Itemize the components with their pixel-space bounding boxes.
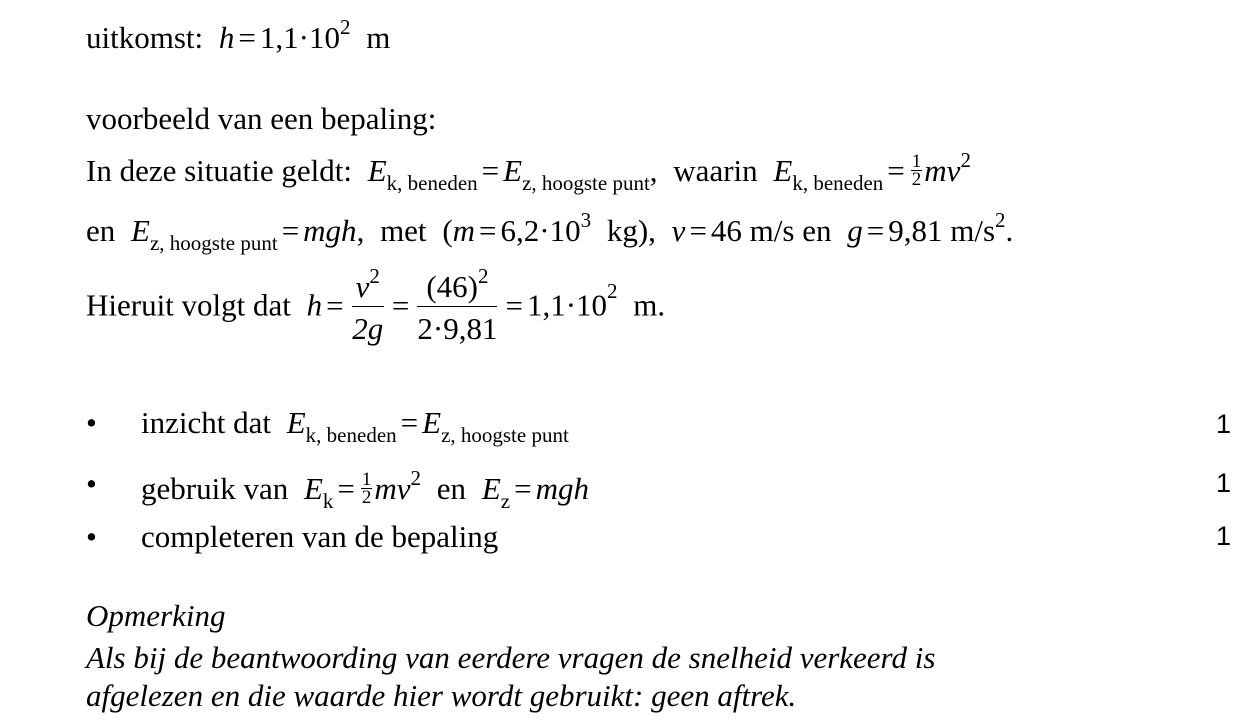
symbol-E: E: [422, 405, 442, 440]
equals-sign: =: [505, 287, 523, 323]
bullet-icon: •: [86, 519, 97, 554]
period: .: [1005, 213, 1014, 248]
exponent: 2: [960, 148, 971, 172]
subscript-z: z: [500, 489, 511, 513]
symbol-E: E: [503, 153, 523, 188]
equals-sign: =: [281, 213, 300, 248]
subscript-k-beneden: k, beneden: [305, 423, 397, 447]
result-unit: m.: [633, 287, 666, 323]
symbol-E: E: [286, 405, 306, 440]
fraction-denominator: 2: [911, 169, 922, 190]
symbol-v: v: [671, 213, 686, 248]
mass-exponent: 3: [580, 208, 592, 232]
equals-sign: =: [514, 471, 532, 506]
mass-unit: kg),: [606, 213, 656, 248]
criterion-2-score: 1: [1215, 468, 1231, 498]
equals-sign: =: [689, 213, 707, 248]
symbol-E: E: [303, 471, 323, 506]
mv-term: mv: [374, 471, 411, 506]
mv-term: mv: [924, 153, 961, 188]
gravity-exponent: 2: [995, 208, 1006, 232]
fraction-denominator: 2·9,81: [417, 311, 498, 346]
subscript-k-beneden: k, beneden: [386, 171, 478, 195]
uitkomst-line: [86, 17, 390, 53]
fraction-46-squared: [417, 266, 497, 344]
result-exponent: 2: [607, 279, 618, 304]
equals-sign: =: [400, 405, 419, 440]
met-word: met: [380, 213, 427, 248]
equals-sign: =: [481, 153, 500, 188]
en-word: en: [436, 471, 467, 506]
subscript-z-hoogste-punt: z, hoogste punt: [441, 423, 569, 447]
equals-sign: =: [238, 20, 256, 55]
symbol-E: E: [131, 213, 150, 248]
bullet-icon: •: [86, 405, 97, 440]
exponent: 2: [478, 264, 489, 288]
equals-sign: =: [887, 153, 905, 188]
symbol-g: g: [847, 213, 863, 248]
voorbeeld-heading: voorbeeld van een bepaling:: [86, 101, 437, 136]
waarin-word: waarin: [673, 153, 758, 188]
en-word: en: [86, 213, 116, 248]
opmerking-line-1: Als bij de beantwoording van eerdere vragen de snelheid verkeerd is: [86, 640, 936, 675]
exponent: 2: [369, 264, 380, 288]
symbol-E: E: [773, 153, 793, 188]
half-fraction: [361, 471, 373, 506]
mass-open: (m: [442, 213, 476, 248]
en-line: [86, 210, 1013, 254]
exponent: 2: [410, 466, 422, 490]
fraction-v2-over-2g: [352, 266, 384, 344]
opmerking-line-2: afgelezen en die waarde hier wordt gebruikt: geen aftrek.: [86, 678, 797, 713]
mgh-term: mgh: [535, 471, 589, 506]
equals-sign: =: [479, 213, 497, 248]
comma: ,: [649, 153, 658, 188]
uitkomst-value: 1,1·10: [259, 20, 340, 55]
gravity-value: 9,81 m/s: [888, 213, 996, 248]
fraction-numerator: 1: [911, 151, 922, 172]
fraction-numerator: (46): [426, 269, 478, 304]
subscript-z-hoogste-punt: z, hoogste punt: [149, 231, 278, 255]
half-fraction: [911, 153, 923, 188]
uitkomst-h: h: [218, 20, 235, 55]
mass-value: 6,2·10: [500, 213, 581, 248]
uitkomst-unit: m: [366, 20, 391, 55]
equals-sign: =: [866, 213, 885, 248]
bullet-icon: •: [86, 466, 97, 501]
subscript-z-hoogste-punt: z, hoogste punt: [522, 171, 650, 195]
equals-sign: =: [337, 471, 355, 506]
result-value: 1,1·10: [526, 287, 608, 323]
comma: ,: [356, 213, 365, 248]
equals-sign: =: [326, 287, 344, 323]
situation-line: [86, 150, 971, 194]
velocity-value: 46 m/s en: [710, 213, 832, 248]
fraction-denominator: 2: [361, 487, 372, 508]
criterion-3-score: 1: [1215, 521, 1231, 551]
criterion-text: inzicht dat: [141, 405, 271, 440]
situation-prefix: In deze situatie geldt:: [86, 153, 352, 188]
fraction-numerator: v: [355, 269, 370, 304]
uitkomst-exponent: 2: [339, 15, 351, 39]
symbol-E: E: [481, 471, 501, 506]
criterion-1-score: 1: [1215, 409, 1231, 439]
symbol-E: E: [367, 153, 387, 188]
subscript-k-beneden: k, beneden: [792, 171, 884, 195]
mgh-term: mgh: [303, 213, 357, 248]
symbol-h: h: [306, 287, 323, 323]
uitkomst-label: uitkomst:: [86, 20, 204, 55]
hieruit-line: [86, 266, 665, 344]
fraction-denominator: 2g: [352, 311, 384, 346]
fraction-numerator: 1: [361, 469, 372, 490]
opmerking-title: Opmerking: [86, 598, 226, 633]
hieruit-prefix: Hieruit volgt dat: [86, 287, 291, 323]
criterion-text: gebruik van: [141, 471, 289, 506]
criterion-text: completeren van de bepaling: [141, 519, 499, 554]
equals-sign: =: [391, 287, 410, 323]
subscript-k: k: [322, 489, 334, 513]
